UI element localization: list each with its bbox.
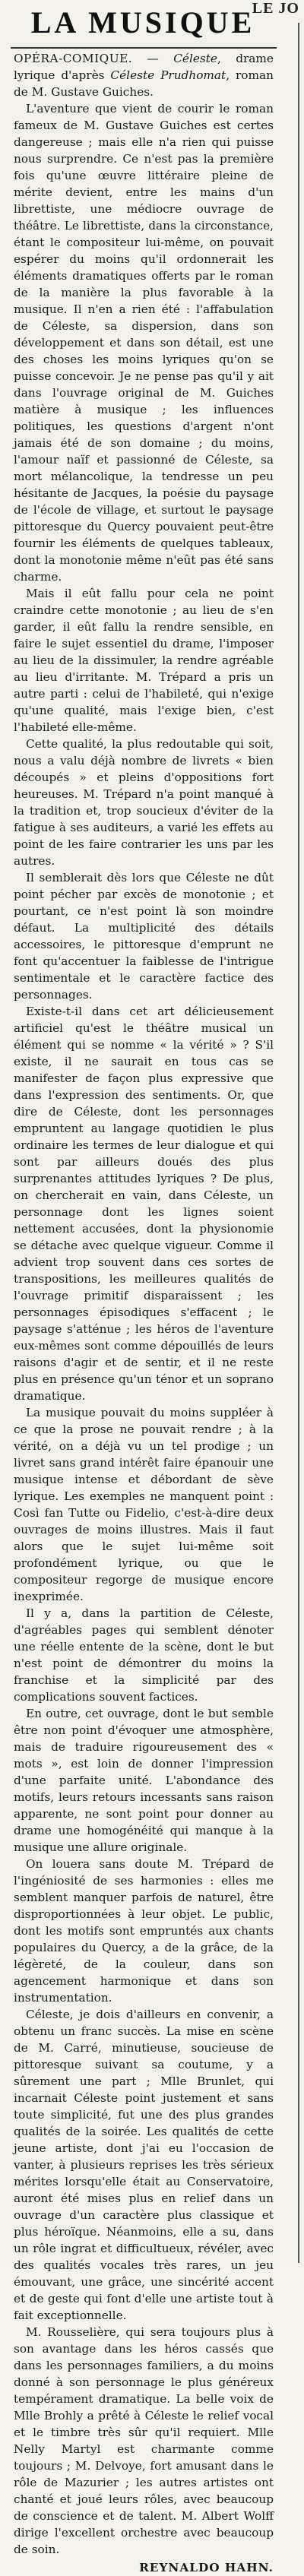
title-rule xyxy=(11,47,277,49)
subheading-dash: — xyxy=(132,52,174,65)
paragraph: Cette qualité, la plus redoutable qui soit, nous a valu déjà nombre de livrets « bien découpés » et pleins d'oppositions fort heureuses. M. Trépard n'a point manqué à la tradition et, trop soucieux d'éviter de la fatigue à ses auditeurs, a varié les effets au point de les faire contrarier les uns par les autres. xyxy=(14,737,274,868)
work-name: Céleste xyxy=(173,52,217,65)
column-divider xyxy=(298,23,299,2263)
paragraph: M. Rousselière, qui sera toujours plus à son avantage dans les héros cassés que dans les personnages familiers, a du moins donné à son personnage le plus généreux tempérament dramatique. La belle voix de Mlle Brohly a prêté à Céleste le relief vocal et le timbre très sûr qu'il requiert. Mlle Nelly Martyl est charmante comme toujours ; M. Delvoye, fort amusant dans le rôle de Mazurier ; les autres artistes ont chanté et joué leurs rôles, avec beaucoup de conscience et de talent. M. Albert Wolff dirige l'excellent orchestre avec beaucoup de soin. xyxy=(14,2325,274,2556)
paragraph: La musique pouvait du moins suppléer à ce que la prose ne pouvait rendre ; à la vérité, on a déjà vu un tel prodige ; un livret sans grand intérêt faire épanouir une musique intense et débordant de sève lyrique. Les exemples ne manquent point : Così fan Tutte ou Fidelio, c'est-à-dire deux ouvrages de moins illustres. Mais il faut alors que le sujet lui-même soit profondément lyrique, ou que le compositeur regorge de musique encore inexprimée. xyxy=(14,1406,274,1603)
theatre-name: OPÉRA-COMIQUE. xyxy=(14,52,133,65)
paragraph: Existe-t-il dans cet art délicieusement artificiel qu'est le théâtre musical un élément qui se nomme « la vérité » ? S'il existe, il ne saurait en tous cas se manifester de façon plus expressive que dans l'expression des sentiments. Or, que dire de Céleste, dont les personnages empruntent au langage quotidien le plus ordinaire les termes de leur dialogue et qui sont par ailleurs doués des plus surprenantes attitudes lyriques ? De plus, on chercherait en vain, dans Céleste, un personnage dont les lignes soient nettement accusées, dont la physionomie se détache avec quelque vigueur. Comme il advient trop souvent dans ces sortes de transpositions, les meilleures qualités de l'ouvrage primitif disparaissent ; les personnages épisodiques s'effacent ; le paysage s'atténue ; les héros de l'aventure eux-mêmes sont comme dépouillés de leurs raisons d'agir et de sentir, et il ne reste plus en présence qu'un ténor et un soprano dramatique. xyxy=(14,1005,274,1403)
paragraph: En outre, cet ouvrage, dont le but semble être non point d'évoquer une atmosphère, mais de traduire rigoureusement des « mots », est loin de donner l'impression d'une parfaite unité. L'abondance des motifs, leurs retours incessants sans raison apparente, ne sont point pour donner au drame une homogénéité qui manque à la musique une allure originale. xyxy=(14,1707,274,1854)
author-signature: REYNALDO HAHN. xyxy=(139,2561,274,2574)
source-description: , roman de M. Gustave Guiches. xyxy=(14,68,274,99)
source-title: Céleste Prudhomat xyxy=(110,68,226,82)
paragraph: On louera sans doute M. Trépard de l'ingéniosité de ses harmonies : elles me semblent manquer parfois de naturel, être disproportionnées à leur objet. Le public, dont les motifs sont empruntés aux chants populaires du Quercy, a de la grâce, de la légèreté, de la couleur, dans son agencement harmonique et dans son instrumentation. xyxy=(14,1857,274,2005)
masthead-fragment: LE JO xyxy=(252,0,299,17)
article-column xyxy=(14,50,274,2576)
paragraph: L'aventure que vient de courir le roman fameux de M. Gustave Guiches est certes dangereuse ; mais elle n'a rien qui puisse nous surprendre. Ce n'est pas la première fois qu'une œuvre littéraire pleine de mérite devient, entre les mains d'un librettiste, une médiocre ouvrage de théâtre. Le librettiste, dans la circonstance, étant le compositeur lui-même, on pouvait espérer du moins qu'il ordonnerait les éléments dramatiques offerts par le roman de la manière la plus favorable à la musique. Il n'en a rien été : l'affabulation de Céleste, sa dispersion, dans son développement et dans son détail, est une des choses les moins lyriques qu'on se puisse concevoir. Je ne pense pas qu'il y ait dans l'ouvrage original de M. Guiches matière à musique ; les influences politiques, les questions d'argent n'ont jamais été de son domaine ; du moins, l'amour naïf et passionné de Céleste, sa mort mélancolique, la tendresse un peu hésitante de Jacques, la poésie du paysage de l'école de village, et surtout le paysage pittoresque du Quercy pouvaient peut-être fournir les éléments de quelques tableaux, dont la monotonie même n'eût pas été sans charme. xyxy=(14,102,274,584)
paragraph: Céleste, je dois d'ailleurs en convenir, a obtenu un franc succès. La mise en scène de M. Carré, minutieuse, soucieuse de pittoresque suivant sa coutume, y a sûrement une part ; Mlle Brunlet, qui incarnait Céleste point justement et sans toute simplicité, fut une des plus grandes qualités de la soirée. Les qualités de cette jeune artiste, dont j'ai eu l'occasion de vanter, à plusieurs reprises les très sérieux mérites lorsqu'elle était au Conservatoire, auront été mises plus en relief dans un ouvrage d'un caractère plus classique et plus héroïque. Néanmoins, elle a su, dans un rôle ingrat et difficultueux, révéler, avec des qualités vocales très rares, un jeu émouvant, une grâce, une sincérité accent et de geste qui font d'elle une artiste tout à fait exceptionnelle. xyxy=(14,2008,274,2322)
work-description: , drame lyrique d'après xyxy=(14,52,274,82)
article-title: LA MUSIQUE xyxy=(30,5,255,40)
paragraph: Mais il eût fallu pour cela ne point craindre cette monotonie ; au lieu de s'en garder, il eût fallu la rendre sensible, en faire le sujet essentiel du drame, l'imposer au lieu de la dissimuler, la rendre agréable au lieu d'irritante. M. Trépard a pris un autre parti : celui de l'habileté, qui n'exige qu'une qualité, mais l'exige bien, c'est l'habileté elle-même. xyxy=(14,587,274,734)
article-subheading xyxy=(14,50,274,100)
paragraph: Il semblerait dès lors que Céleste ne dût point pécher par excès de monotonie ; et pourtant, ce n'est point là son moindre défaut. La multiplicité des détails accessoires, le pittoresque d'emprunt ne font qu'accentuer la faiblesse de l'intrigue sentimentale et le caractère factice des personnages. xyxy=(14,871,274,1002)
paragraph: Il y a, dans la partition de Céleste, d'agréables pages qui semblent dénoter une réelle entente de la scène, dont le but n'est point de démontrer du moins la franchise et la simplicité par des complications souvent factices. xyxy=(14,1606,274,1704)
